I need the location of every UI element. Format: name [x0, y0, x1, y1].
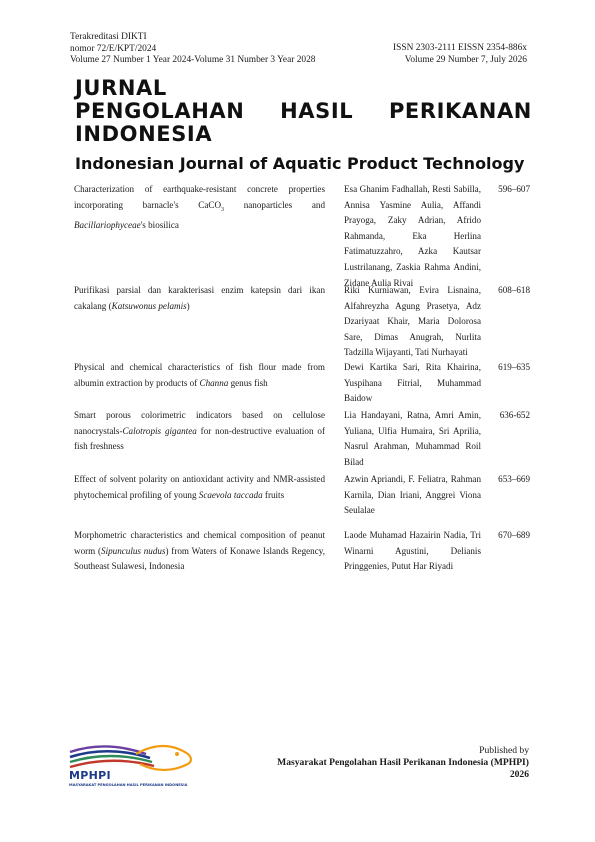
- mphpi-logo: [66, 742, 206, 792]
- article-authors: Azwin Apriandi, F. Feliatra, Rahman Karnila, Dian Iriani, Anggrei Viona Seulalae: [344, 474, 481, 516]
- journal-subtitle: Indonesian Journal of Aquatic Product Technology: [75, 154, 525, 173]
- published-by-label: Published by: [479, 745, 529, 756]
- article-title[interactable]: Purifikasi parsial dan karakterisasi enzim katepsin dari ikan cakalang (Katsuwonus pelamis): [74, 285, 325, 311]
- accreditation-line: nomor 72/E/KPT/2024: [70, 43, 157, 54]
- issn-text: ISSN 2303-2111 EISSN 2354-886x: [393, 43, 527, 53]
- journal-title-line-1: JURNAL: [75, 76, 167, 100]
- article-authors: Dewi Kartika Sari, Rita Khairina, Yuspihana Fitrial, Muhammad Baidow: [344, 362, 481, 404]
- article-pages: 670–689: [498, 530, 530, 540]
- journal-title-word: PENGOLAHAN: [75, 99, 245, 123]
- article-title[interactable]: Characterization of earthquake-resistant concrete properties incorporating barnacle's CaCO$_3$ nanoparticles and Bacillariophyceae's biosilica: [74, 184, 325, 230]
- logo-text: MPHPI: [69, 769, 111, 782]
- journal-title-word: HASIL: [280, 99, 354, 123]
- accreditation-line: Volume 27 Number 1 Year 2024-Volume 31 Number 3 Year 2028: [70, 55, 316, 66]
- article-pages: 608–618: [498, 285, 530, 295]
- article-pages: 653–669: [498, 474, 530, 484]
- article-title[interactable]: Smart porous colorimetric indicators based on cellulose nanocrystals-Calotropis gigantea for non-destructive evaluation of fish freshness: [74, 410, 325, 452]
- accreditation-line: Terakreditasi DIKTI: [70, 32, 147, 42]
- publication-year: 2026: [509, 769, 529, 780]
- journal-title: [75, 77, 532, 146]
- article-title[interactable]: Physical and chemical characteristics of fish flour made from albumin extraction by products of Channa genus fish: [74, 362, 325, 388]
- article-title[interactable]: Effect of solvent polarity on antioxidant activity and NMR-assisted phytochemical profiling of young Scaevola taccada fruits: [74, 474, 325, 500]
- journal-title-word: PERIKANAN: [388, 99, 532, 123]
- article-pages: 636-652: [499, 410, 530, 420]
- journal-title-line-3: INDONESIA: [75, 122, 213, 146]
- journal-title-line-2: [75, 100, 532, 123]
- article-pages: 596–607: [498, 184, 530, 194]
- article-authors: Esa Ghanim Fadhallah, Resti Sabilla, Annisa Yasmine Aulia, Affandi Prayoga, Zaky Adrian, Afrido Rahmanda, Eka Herlina Fatimatuzzahro, Azka Kautsar Lustrilanang, Zaskia Rahma Andini, Zidane Aulia Rivai: [344, 184, 481, 288]
- article-authors: Riki Kurniawan, Evira Lisnaina, Alfahreyzha Agung Prasetya, Adz Dzariyaat Khair, Maria Dolorosa Sare, Dimas Anugrah, Nurlita Tadzilla Wijayanti, Tati Nurhayati: [344, 285, 481, 358]
- issue-text: Volume 29 Number 7, July 2026: [404, 55, 527, 65]
- article-authors: Laode Muhamad Hazairin Nadia, Tri Winarni Agustini, Delianis Pringgenies, Putut Har Riyadi: [344, 530, 481, 572]
- publisher-block: [209, 745, 529, 781]
- article-title[interactable]: Morphometric characteristics and chemical composition of peanut worm (Sipunculus nudus) from Waters of Konawe Islands Regency, Southeast Sulawesi, Indonesia: [74, 530, 325, 572]
- article-pages: 619–635: [498, 362, 530, 372]
- article-authors: Lia Handayani, Ratna, Amri Amin, Yuliana, Ulfia Humaira, Sri Aprilia, Nasrul Arahman, Muhammad Roil Bilad: [344, 410, 481, 467]
- issn-block: [267, 42, 527, 66]
- publisher-name: Masyarakat Pengolahan Hasil Perikanan Indonesia (MPHPI): [277, 757, 529, 768]
- logo-subtext: MASYARAKAT PENGOLAHAN HASIL PERIKANAN INDONESIA: [69, 783, 188, 787]
